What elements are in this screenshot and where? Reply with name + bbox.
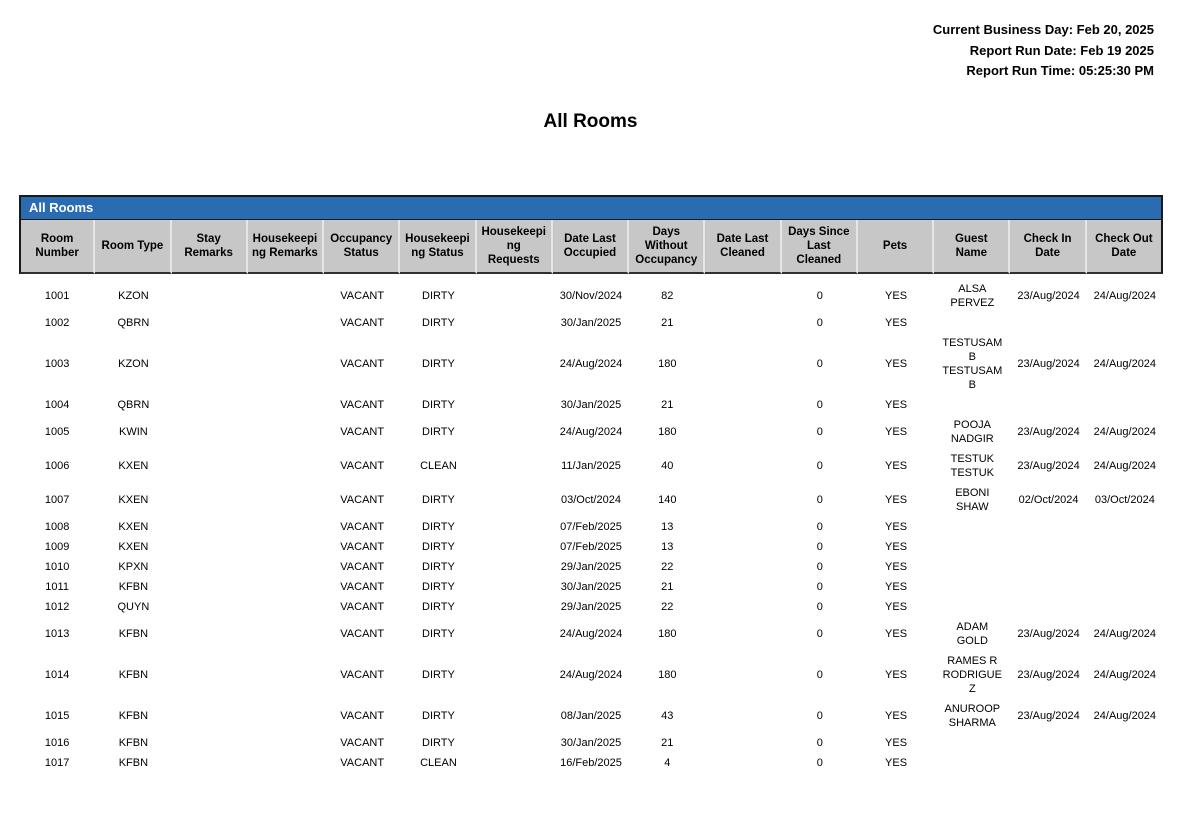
cell-guest-name (934, 733, 1010, 753)
cell-check-in-date (1010, 577, 1086, 597)
cell-pets: YES (885, 627, 908, 640)
cell-check-in-date: 23/Aug/2024 (1017, 357, 1080, 370)
cell-check-out-date: 24/Aug/2024 (1093, 627, 1157, 640)
cell-housekeeping-status: DIRTY (422, 600, 455, 613)
cell-check-out-date: 24/Aug/2024 (1093, 357, 1157, 370)
cell-housekeeping-remarks (248, 483, 324, 517)
cell-days-without-occupancy: 180 (658, 668, 677, 681)
cell-date-last-occupied: 03/Oct/2024 (561, 493, 621, 506)
table-body (19, 274, 1163, 773)
cell-housekeeping-requests (477, 733, 553, 753)
column-header-stay-remarks: Stay Remarks (172, 220, 248, 274)
table-row (19, 333, 1163, 395)
cell-room-type: KFBN (118, 627, 149, 640)
cell-housekeeping-remarks (248, 274, 324, 313)
cell-room-type: KXEN (118, 520, 149, 533)
table-row (19, 537, 1163, 557)
cell-housekeeping-remarks (248, 733, 324, 753)
table-row (19, 274, 1163, 313)
cell-room-type: KXEN (118, 540, 149, 553)
report-run-date: Report Run Date: Feb 19 2025 (969, 42, 1154, 58)
cell-days-since-last-cleaned: 0 (816, 600, 823, 613)
cell-occupancy-status: VACANT (340, 600, 385, 613)
cell-check-in-date: 02/Oct/2024 (1018, 493, 1079, 506)
cell-stay-remarks (172, 557, 248, 577)
column-header-date-last-occupied: Date Last Occupied (553, 220, 629, 274)
column-header-housekeeping-requests: Housekeeping Requests (477, 220, 553, 274)
column-header-check-in-date: Check In Date (1010, 220, 1086, 274)
cell-days-since-last-cleaned: 0 (816, 459, 823, 472)
cell-check-out-date: 24/Aug/2024 (1093, 459, 1157, 472)
cell-days-without-occupancy: 40 (661, 459, 674, 472)
cell-housekeeping-status: CLEAN (420, 756, 457, 769)
cell-occupancy-status: VACANT (340, 398, 385, 411)
cell-stay-remarks (172, 483, 248, 517)
cell-stay-remarks (172, 753, 248, 773)
cell-check-in-date: 23/Aug/2024 (1017, 627, 1080, 640)
cell-housekeeping-remarks (248, 537, 324, 557)
cell-date-last-cleaned (705, 577, 781, 597)
cell-room-type: KWIN (119, 425, 148, 438)
cell-stay-remarks (172, 577, 248, 597)
cell-room-number: 1007 (44, 493, 70, 506)
cell-housekeeping-requests (477, 483, 553, 517)
cell-housekeeping-remarks (248, 313, 324, 333)
cell-occupancy-status: VACANT (340, 668, 385, 681)
cell-days-since-last-cleaned: 0 (816, 736, 823, 749)
report-run-time: Report Run Time: 05:25:30 PM (966, 63, 1154, 78)
cell-guest-name (934, 597, 1010, 617)
cell-occupancy-status: VACANT (340, 709, 385, 722)
cell-check-in-date (1010, 597, 1086, 617)
cell-check-in-date (1010, 517, 1086, 537)
column-header-check-out-date: Check Out Date (1087, 220, 1163, 274)
cell-housekeeping-requests (477, 699, 553, 733)
cell-date-last-occupied: 24/Aug/2024 (559, 425, 623, 438)
cell-stay-remarks (172, 651, 248, 699)
cell-pets: YES (885, 357, 908, 370)
cell-days-without-occupancy: 21 (661, 580, 674, 593)
cell-housekeeping-status: DIRTY (422, 316, 455, 329)
cell-days-since-last-cleaned: 0 (816, 560, 823, 573)
cell-pets: YES (885, 668, 908, 681)
cell-housekeeping-remarks (248, 449, 324, 483)
cell-guest-name (934, 313, 1010, 333)
table-row (19, 753, 1163, 773)
cell-guest-name (934, 395, 1010, 415)
cell-room-type: KFBN (118, 736, 149, 749)
cell-date-last-occupied: 08/Jan/2025 (560, 709, 622, 722)
cell-occupancy-status: VACANT (340, 627, 385, 640)
cell-days-without-occupancy: 21 (661, 316, 674, 329)
cell-room-type: KXEN (118, 493, 149, 506)
cell-housekeeping-status: DIRTY (422, 668, 455, 681)
cell-check-in-date: 23/Aug/2024 (1017, 289, 1080, 302)
cell-guest-name (934, 517, 1010, 537)
cell-date-last-occupied: 30/Nov/2024 (559, 289, 623, 302)
cell-housekeeping-status: DIRTY (422, 493, 455, 506)
column-header-guest-name: Guest Name (934, 220, 1010, 274)
cell-housekeeping-remarks (248, 577, 324, 597)
table-row (19, 483, 1163, 517)
cell-guest-name: TESTUSAMB TESTUSAMB (942, 336, 1003, 391)
cell-date-last-cleaned (705, 274, 781, 313)
cell-stay-remarks (172, 517, 248, 537)
cell-stay-remarks (172, 537, 248, 557)
column-header-housekeeping-remarks: Housekeeping Remarks (248, 220, 324, 274)
cell-guest-name (934, 557, 1010, 577)
cell-housekeeping-status: DIRTY (422, 425, 455, 438)
cell-days-since-last-cleaned: 0 (816, 627, 823, 640)
cell-check-in-date (1010, 733, 1086, 753)
cell-pets: YES (885, 709, 908, 722)
cell-housekeeping-requests (477, 617, 553, 651)
cell-housekeeping-status: DIRTY (422, 540, 455, 553)
cell-check-in-date: 23/Aug/2024 (1017, 459, 1080, 472)
cell-stay-remarks (172, 313, 248, 333)
report-meta (0, 0, 1181, 82)
cell-room-type: QBRN (117, 316, 150, 329)
cell-date-last-occupied: 30/Jan/2025 (560, 398, 622, 411)
cell-room-number: 1016 (44, 736, 70, 749)
cell-housekeeping-status: DIRTY (422, 580, 455, 593)
cell-stay-remarks (172, 274, 248, 313)
cell-check-in-date (1010, 537, 1086, 557)
cell-days-without-occupancy: 13 (661, 520, 674, 533)
cell-days-since-last-cleaned: 0 (816, 398, 823, 411)
cell-housekeeping-requests (477, 395, 553, 415)
cell-room-number: 1010 (44, 560, 70, 573)
cell-date-last-occupied: 30/Jan/2025 (560, 316, 622, 329)
table-row (19, 733, 1163, 753)
cell-check-out-date (1087, 557, 1163, 577)
cell-room-type: KZON (118, 357, 149, 370)
cell-room-number: 1004 (44, 398, 70, 411)
cell-housekeeping-remarks (248, 699, 324, 733)
cell-guest-name: TESTUK TESTUK (950, 452, 995, 479)
cell-room-type: QBRN (117, 398, 150, 411)
cell-date-last-cleaned (705, 415, 781, 449)
cell-pets: YES (885, 289, 908, 302)
cell-check-out-date (1087, 313, 1163, 333)
cell-housekeeping-requests (477, 517, 553, 537)
cell-days-since-last-cleaned: 0 (816, 493, 823, 506)
cell-days-since-last-cleaned: 0 (816, 756, 823, 769)
cell-date-last-occupied: 24/Aug/2024 (559, 357, 623, 370)
cell-housekeeping-requests (477, 753, 553, 773)
table-row (19, 449, 1163, 483)
cell-days-without-occupancy: 140 (658, 493, 677, 506)
column-header-room-type: Room Type (95, 220, 171, 274)
cell-stay-remarks (172, 395, 248, 415)
cell-check-in-date (1010, 753, 1086, 773)
table-row (19, 699, 1163, 733)
cell-check-out-date (1087, 395, 1163, 415)
cell-days-since-last-cleaned: 0 (816, 520, 823, 533)
cell-date-last-occupied: 07/Feb/2025 (560, 520, 622, 533)
cell-check-out-date (1087, 753, 1163, 773)
cell-occupancy-status: VACANT (340, 560, 385, 573)
cell-housekeeping-requests (477, 651, 553, 699)
column-header-days-without-occupancy: Days Without Occupancy (629, 220, 705, 274)
cell-days-without-occupancy: 22 (661, 600, 674, 613)
cell-check-out-date: 24/Aug/2024 (1093, 709, 1157, 722)
cell-room-number: 1001 (44, 289, 70, 302)
cell-days-without-occupancy: 21 (661, 736, 674, 749)
cell-date-last-cleaned (705, 753, 781, 773)
column-header-housekeeping-status: Housekeeping Status (400, 220, 476, 274)
cell-check-out-date (1087, 517, 1163, 537)
cell-guest-name: POOJA NADGIR (950, 418, 994, 445)
cell-room-number: 1002 (44, 316, 70, 329)
cell-guest-name: ADAM GOLD (956, 620, 989, 647)
cell-check-out-date (1087, 537, 1163, 557)
cell-room-type: KFBN (118, 709, 149, 722)
cell-housekeeping-status: DIRTY (422, 357, 455, 370)
cell-guest-name (934, 577, 1010, 597)
cell-pets: YES (885, 316, 908, 329)
cell-guest-name (934, 753, 1010, 773)
cell-housekeeping-requests (477, 597, 553, 617)
cell-days-without-occupancy: 43 (661, 709, 674, 722)
cell-room-type: KFBN (118, 668, 149, 681)
cell-housekeeping-remarks (248, 395, 324, 415)
cell-housekeeping-remarks (248, 753, 324, 773)
cell-occupancy-status: VACANT (340, 736, 385, 749)
cell-date-last-occupied: 16/Feb/2025 (560, 756, 622, 769)
cell-date-last-cleaned (705, 651, 781, 699)
cell-housekeeping-remarks (248, 651, 324, 699)
cell-check-out-date (1087, 733, 1163, 753)
cell-date-last-cleaned (705, 313, 781, 333)
cell-date-last-occupied: 07/Feb/2025 (560, 540, 622, 553)
table-row (19, 597, 1163, 617)
section-header-row (19, 195, 1163, 220)
all-rooms-report (19, 195, 1163, 773)
cell-days-since-last-cleaned: 0 (816, 540, 823, 553)
cell-stay-remarks (172, 415, 248, 449)
cell-stay-remarks (172, 597, 248, 617)
cell-date-last-cleaned (705, 617, 781, 651)
cell-days-since-last-cleaned: 0 (816, 357, 823, 370)
cell-room-number: 1015 (44, 709, 70, 722)
cell-days-without-occupancy: 22 (661, 560, 674, 573)
cell-check-out-date: 24/Aug/2024 (1093, 425, 1157, 438)
page-title: All Rooms (543, 110, 638, 132)
cell-housekeeping-status: DIRTY (422, 520, 455, 533)
cell-housekeeping-status: DIRTY (422, 289, 455, 302)
table-row (19, 651, 1163, 699)
cell-date-last-occupied: 11/Jan/2025 (561, 459, 621, 472)
cell-room-number: 1012 (44, 600, 70, 613)
cell-housekeeping-requests (477, 449, 553, 483)
cell-room-number: 1003 (44, 357, 70, 370)
cell-days-without-occupancy: 180 (658, 425, 677, 438)
cell-date-last-cleaned (705, 483, 781, 517)
cell-housekeeping-remarks (248, 415, 324, 449)
cell-days-since-last-cleaned: 0 (816, 316, 823, 329)
cell-stay-remarks (172, 449, 248, 483)
cell-date-last-occupied: 29/Jan/2025 (560, 560, 622, 573)
cell-days-since-last-cleaned: 0 (816, 668, 823, 681)
cell-occupancy-status: VACANT (340, 540, 385, 553)
cell-days-since-last-cleaned: 0 (816, 580, 823, 593)
cell-occupancy-status: VACANT (340, 459, 385, 472)
cell-date-last-cleaned (705, 699, 781, 733)
cell-stay-remarks (172, 333, 248, 395)
table-row (19, 617, 1163, 651)
cell-occupancy-status: VACANT (340, 580, 385, 593)
cell-room-type: QUYN (117, 600, 150, 613)
cell-date-last-occupied: 24/Aug/2024 (559, 668, 623, 681)
cell-occupancy-status: VACANT (340, 756, 385, 769)
cell-pets: YES (885, 459, 908, 472)
cell-date-last-cleaned (705, 449, 781, 483)
cell-housekeeping-status: CLEAN (420, 459, 457, 472)
cell-housekeeping-requests (477, 415, 553, 449)
cell-occupancy-status: VACANT (340, 316, 385, 329)
cell-pets: YES (885, 398, 908, 411)
cell-room-number: 1006 (44, 459, 70, 472)
cell-room-number: 1017 (44, 756, 70, 769)
cell-days-since-last-cleaned: 0 (816, 425, 823, 438)
column-header-days-since-last-cleaned: Days Since Last Cleaned (782, 220, 858, 274)
cell-check-in-date: 23/Aug/2024 (1017, 668, 1080, 681)
cell-guest-name: ALSA PERVEZ (950, 282, 995, 309)
cell-stay-remarks (172, 699, 248, 733)
cell-housekeeping-requests (477, 274, 553, 313)
cell-check-in-date: 23/Aug/2024 (1017, 425, 1080, 438)
table-row (19, 415, 1163, 449)
cell-date-last-cleaned (705, 733, 781, 753)
cell-date-last-occupied: 24/Aug/2024 (559, 627, 623, 640)
cell-date-last-occupied: 30/Jan/2025 (560, 580, 622, 593)
cell-room-type: KPXN (118, 560, 149, 573)
cell-date-last-cleaned (705, 537, 781, 557)
cell-check-out-date: 03/Oct/2024 (1094, 493, 1155, 506)
cell-housekeeping-status: DIRTY (422, 560, 455, 573)
column-header-pets: Pets (858, 220, 934, 274)
cell-check-out-date: 24/Aug/2024 (1093, 668, 1157, 681)
cell-days-without-occupancy: 180 (658, 357, 677, 370)
all-rooms-table (19, 195, 1163, 773)
cell-guest-name (934, 537, 1010, 557)
cell-check-out-date: 24/Aug/2024 (1093, 289, 1157, 302)
cell-housekeeping-requests (477, 333, 553, 395)
cell-days-since-last-cleaned: 0 (816, 709, 823, 722)
current-business-day: Current Business Day: Feb 20, 2025 (932, 22, 1154, 37)
table-row (19, 577, 1163, 597)
cell-check-out-date (1087, 577, 1163, 597)
cell-room-number: 1014 (44, 668, 70, 681)
cell-check-in-date (1010, 313, 1086, 333)
column-header-row (19, 220, 1163, 274)
cell-housekeeping-requests (477, 537, 553, 557)
cell-housekeeping-requests (477, 577, 553, 597)
cell-room-type: KFBN (118, 580, 149, 593)
cell-housekeeping-status: DIRTY (422, 398, 455, 411)
cell-stay-remarks (172, 617, 248, 651)
cell-guest-name: EBONI SHAW (955, 486, 990, 513)
cell-days-without-occupancy: 4 (664, 756, 671, 769)
cell-pets: YES (885, 540, 908, 553)
column-header-room-number: Room Number (19, 220, 95, 274)
cell-room-number: 1008 (44, 520, 70, 533)
cell-housekeeping-status: DIRTY (422, 627, 455, 640)
table-row (19, 395, 1163, 415)
section-title: All Rooms (19, 195, 1163, 220)
cell-stay-remarks (172, 733, 248, 753)
cell-occupancy-status: VACANT (340, 289, 385, 302)
cell-pets: YES (885, 560, 908, 573)
cell-days-without-occupancy: 82 (661, 289, 674, 302)
cell-guest-name: ANUROOP SHARMA (944, 702, 1001, 729)
column-header-occupancy-status: Occupancy Status (324, 220, 400, 274)
cell-pets: YES (885, 520, 908, 533)
cell-housekeeping-remarks (248, 557, 324, 577)
cell-occupancy-status: VACANT (340, 425, 385, 438)
table-row (19, 517, 1163, 537)
table-row (19, 313, 1163, 333)
cell-date-last-occupied: 29/Jan/2025 (560, 600, 622, 613)
cell-date-last-occupied: 30/Jan/2025 (560, 736, 622, 749)
cell-check-in-date (1010, 557, 1086, 577)
cell-check-in-date (1010, 395, 1086, 415)
cell-pets: YES (885, 580, 908, 593)
cell-occupancy-status: VACANT (340, 493, 385, 506)
cell-pets: YES (885, 600, 908, 613)
cell-pets: YES (885, 736, 908, 749)
cell-housekeeping-status: DIRTY (422, 736, 455, 749)
cell-date-last-cleaned (705, 517, 781, 537)
cell-occupancy-status: VACANT (340, 357, 385, 370)
cell-days-without-occupancy: 13 (661, 540, 674, 553)
cell-days-without-occupancy: 21 (661, 398, 674, 411)
cell-guest-name: RAMES R RODRIGUEZ (942, 654, 1002, 695)
cell-housekeeping-status: DIRTY (422, 709, 455, 722)
cell-room-type: KFBN (118, 756, 149, 769)
cell-housekeeping-remarks (248, 333, 324, 395)
column-header-date-last-cleaned: Date Last Cleaned (705, 220, 781, 274)
cell-pets: YES (885, 493, 908, 506)
cell-housekeeping-remarks (248, 517, 324, 537)
cell-housekeeping-requests (477, 313, 553, 333)
cell-room-type: KXEN (118, 459, 149, 472)
cell-room-number: 1011 (45, 580, 69, 593)
cell-housekeeping-remarks (248, 617, 324, 651)
cell-days-since-last-cleaned: 0 (816, 289, 823, 302)
cell-check-out-date (1087, 597, 1163, 617)
cell-check-in-date: 23/Aug/2024 (1017, 709, 1080, 722)
table-row (19, 557, 1163, 577)
cell-room-type: KZON (118, 289, 149, 302)
cell-pets: YES (885, 756, 908, 769)
cell-pets: YES (885, 425, 908, 438)
cell-date-last-cleaned (705, 333, 781, 395)
cell-room-number: 1005 (44, 425, 70, 438)
cell-occupancy-status: VACANT (340, 520, 385, 533)
cell-housekeeping-remarks (248, 597, 324, 617)
cell-date-last-cleaned (705, 395, 781, 415)
cell-date-last-cleaned (705, 597, 781, 617)
cell-housekeeping-requests (477, 557, 553, 577)
cell-room-number: 1009 (44, 540, 70, 553)
cell-date-last-cleaned (705, 557, 781, 577)
cell-days-without-occupancy: 180 (658, 627, 677, 640)
cell-room-number: 1013 (44, 627, 70, 640)
